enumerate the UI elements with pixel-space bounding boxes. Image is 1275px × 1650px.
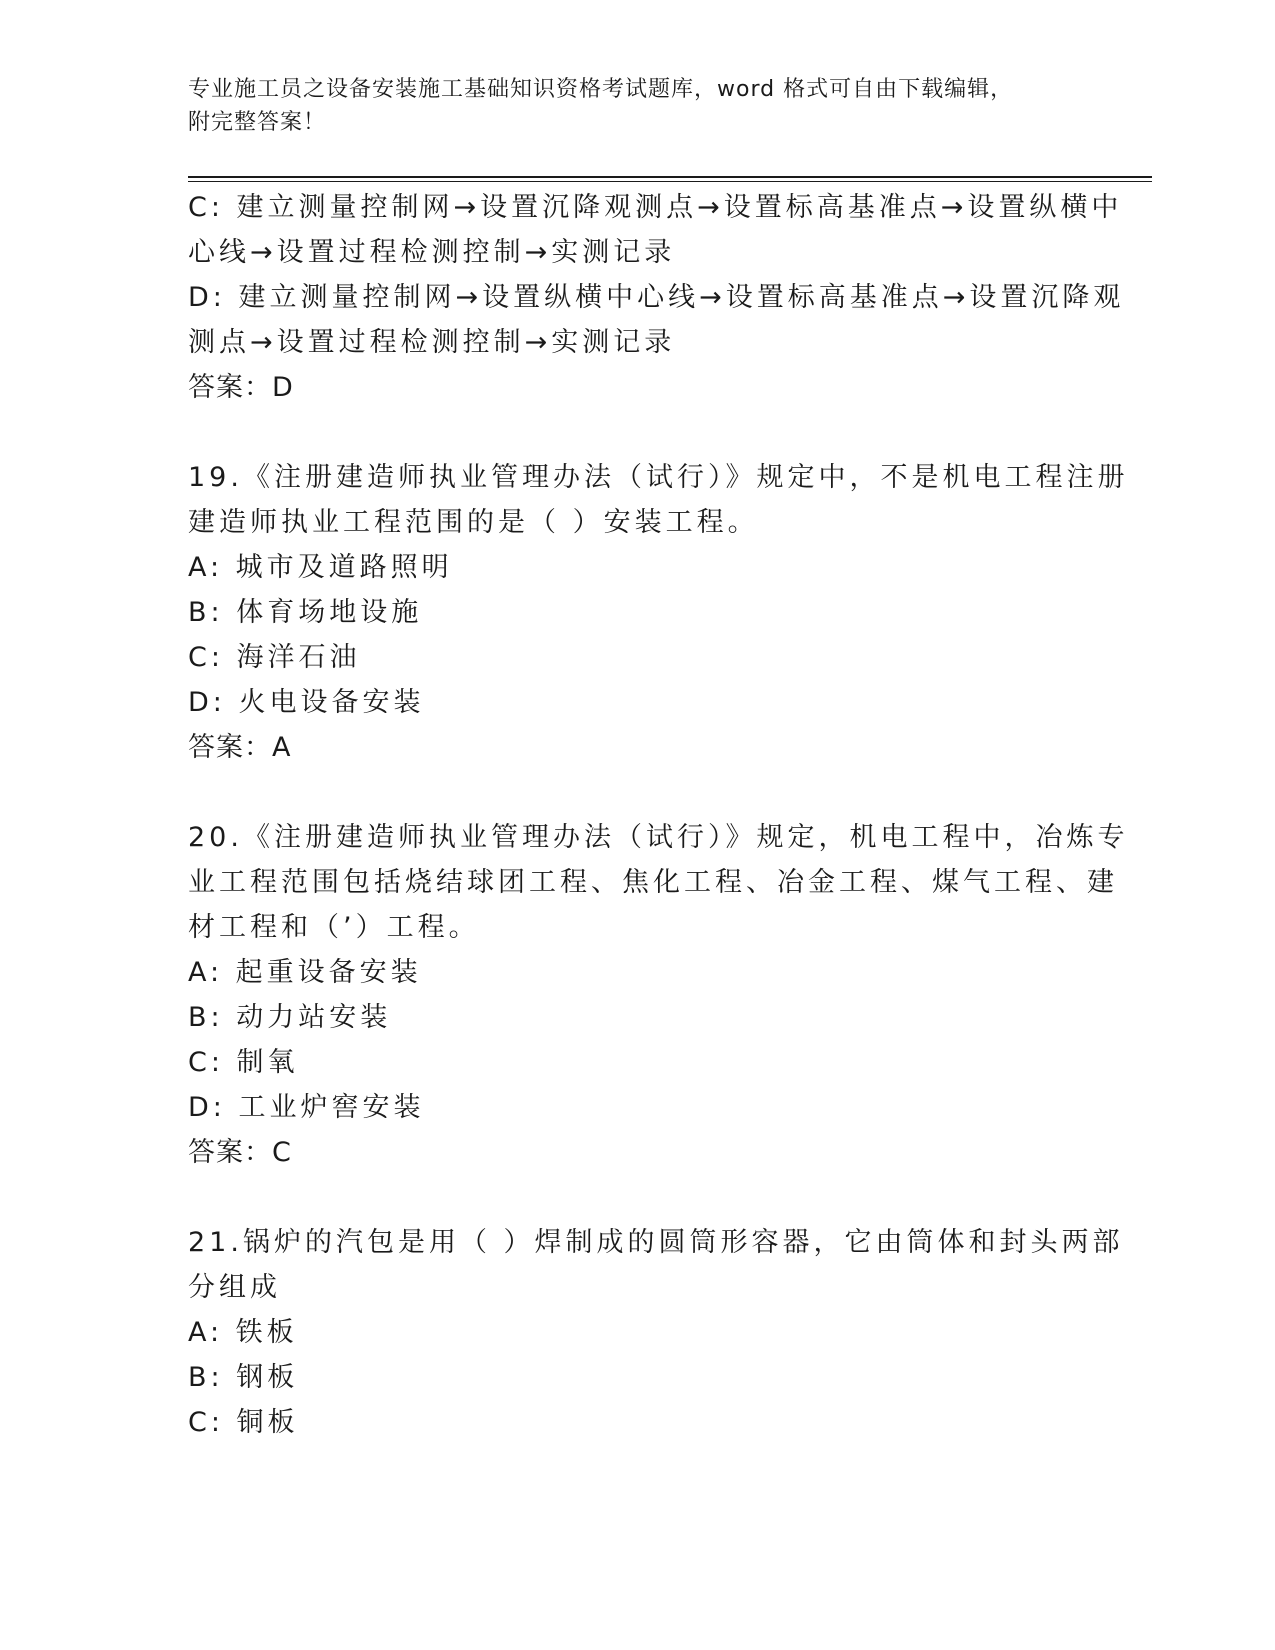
option-c-q18-line2: 心线→设置过程检测控制→实测记录 [188,237,676,268]
header-divider-thick [188,176,1152,178]
option-c-q18-line1: C: 建立测量控制网→设置沉降观测点→设置标高基准点→设置纵横中 [188,192,1123,223]
option-a-q20: A: 起重设备安装 [188,957,422,988]
option-a-q19: A: 城市及道路照明 [188,552,453,583]
option-b-q21: B: 钢板 [188,1362,299,1393]
question-19-line1: 19.《注册建造师执业管理办法（试行）》规定中，不是机电工程注册 [188,462,1129,493]
option-d-q19: D: 火电设备安装 [188,687,425,718]
option-c-q20: C: 制氧 [188,1047,299,1078]
header-line-2: 附完整答案！ [188,110,327,135]
document-header [188,73,1068,139]
question-21-line2: 分组成 [188,1272,281,1303]
header-divider-thin [188,181,1152,182]
question-20-line3: 材工程和（’）工程。 [188,912,480,943]
question-20-line2: 业工程范围包括烧结球团工程、焦化工程、冶金工程、煤气工程、建 [188,867,1118,898]
option-c-q19: C: 海洋石油 [188,642,361,673]
option-a-q21: A: 铁板 [188,1317,298,1348]
option-b-q19: B: 体育场地设施 [188,597,423,628]
option-c-q21: C: 铜板 [188,1407,299,1438]
question-21-line1: 21.锅炉的汽包是用（ ）焊制成的圆筒形容器，它由筒体和封头两部 [188,1227,1124,1258]
question-19-line2: 建造师执业工程范围的是（ ）安装工程。 [188,507,759,538]
answer-q19: 答案：A [188,732,292,763]
option-d-q20: D: 工业炉窖安装 [188,1092,425,1123]
question-20-line1: 20.《注册建造师执业管理办法（试行）》规定，机电工程中，冶炼专 [188,822,1129,853]
option-d-q18-line2: 测点→设置过程检测控制→实测记录 [188,327,676,358]
header-line-1: 专业施工员之设备安装施工基础知识资格考试题库，word 格式可自由下载编辑， [188,77,1014,102]
answer-q18: 答案：D [188,372,294,403]
option-d-q18-line1: D: 建立测量控制网→设置纵横中心线→设置标高基准点→设置沉降观 [188,282,1125,313]
option-b-q20: B: 动力站安装 [188,1002,392,1033]
answer-q20: 答案：C [188,1137,292,1168]
